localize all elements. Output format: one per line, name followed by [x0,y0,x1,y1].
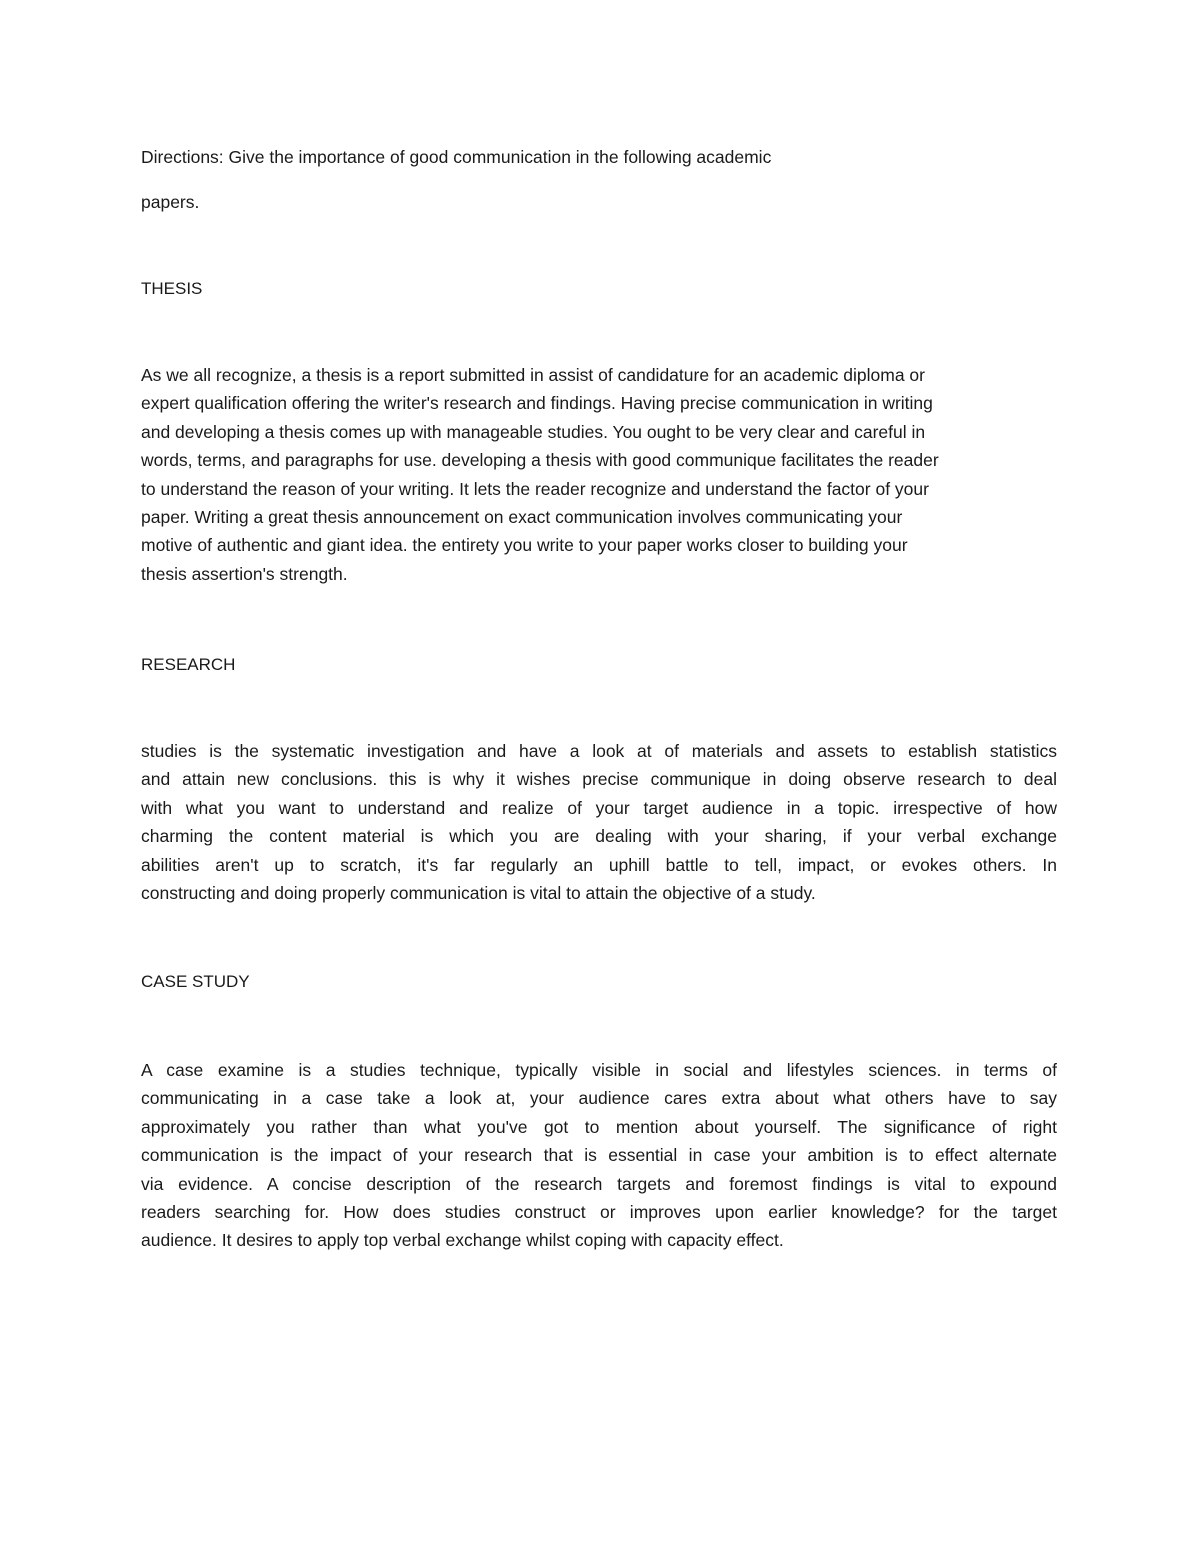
paragraph-line: A case examine is a studies technique, typically visible in social and lifestyles sciences. in terms of [141,1060,1057,1080]
paragraph-line: and attain new conclusions. this is why it wishes precise communique in doing observe research to deal [141,769,1057,790]
paragraph-line: communication is the impact of your research that is essential in case your ambition is to effect alternate [141,1145,1057,1166]
paragraph-line: readers searching for. How does studies construct or improves upon earlier knowledge? for the target [141,1202,1057,1223]
paragraph-line: motive of authentic and giant idea. the entirety you write to your paper works closer to building your [141,535,908,556]
paragraph-line: constructing and doing properly communication is vital to attain the objective of a study. [141,883,816,904]
paragraph-line: with what you want to understand and realize of your target audience in a topic. irrespective of how [141,797,1057,818]
paragraph-line: via evidence. A concise description of the research targets and foremost findings is vital to expound [141,1173,1057,1194]
section-heading-thesis: THESIS [141,279,203,298]
paragraph-line: to understand the reason of your writing. It lets the reader recognize and understand the factor of your [141,478,929,499]
research-paragraph [141,737,1057,907]
section-heading-research: RESEARCH [141,655,236,674]
paragraph-line: words, terms, and paragraphs for use. developing a thesis with good communique facilitates the reader [141,450,939,471]
paragraph-line: thesis assertion's strength. [141,563,348,584]
case-study-paragraph [141,1056,1057,1255]
paragraph-line: paper. Writing a great thesis announcement on exact communication involves communicating your [141,507,903,528]
paragraph-line: and developing a thesis comes up with manageable studies. You ought to be very clear and careful in [141,421,926,442]
paragraph-line: communicating in a case take a look at, your audience cares extra about what others have to say [141,1088,1057,1109]
paragraph-line: studies is the systematic investigation and have a look at of materials and assets to establish statistics [141,741,1057,761]
paragraph-line: approximately you rather than what you've got to mention about yourself. The significance of right [141,1116,1057,1137]
directions-line-1: Directions: Give the importance of good communication in the following academic [141,147,772,167]
section-heading-case-study: CASE STUDY [141,972,250,991]
paragraph-line: As we all recognize, a thesis is a report submitted in assist of candidature for an academic diploma or [141,365,925,385]
thesis-paragraph [141,361,1057,588]
directions-line-2: papers. [141,192,200,212]
paragraph-line: charming the content material is which you are dealing with your sharing, if your verbal exchange [141,826,1057,847]
paragraph-line: audience. It desires to apply top verbal exchange whilst coping with capacity effect. [141,1230,784,1251]
paragraph-line: expert qualification offering the writer's research and findings. Having precise communication in writing [141,393,933,414]
paragraph-line: abilities aren't up to scratch, it's far regularly an uphill battle to tell, impact, or evokes others. In [141,854,1057,875]
